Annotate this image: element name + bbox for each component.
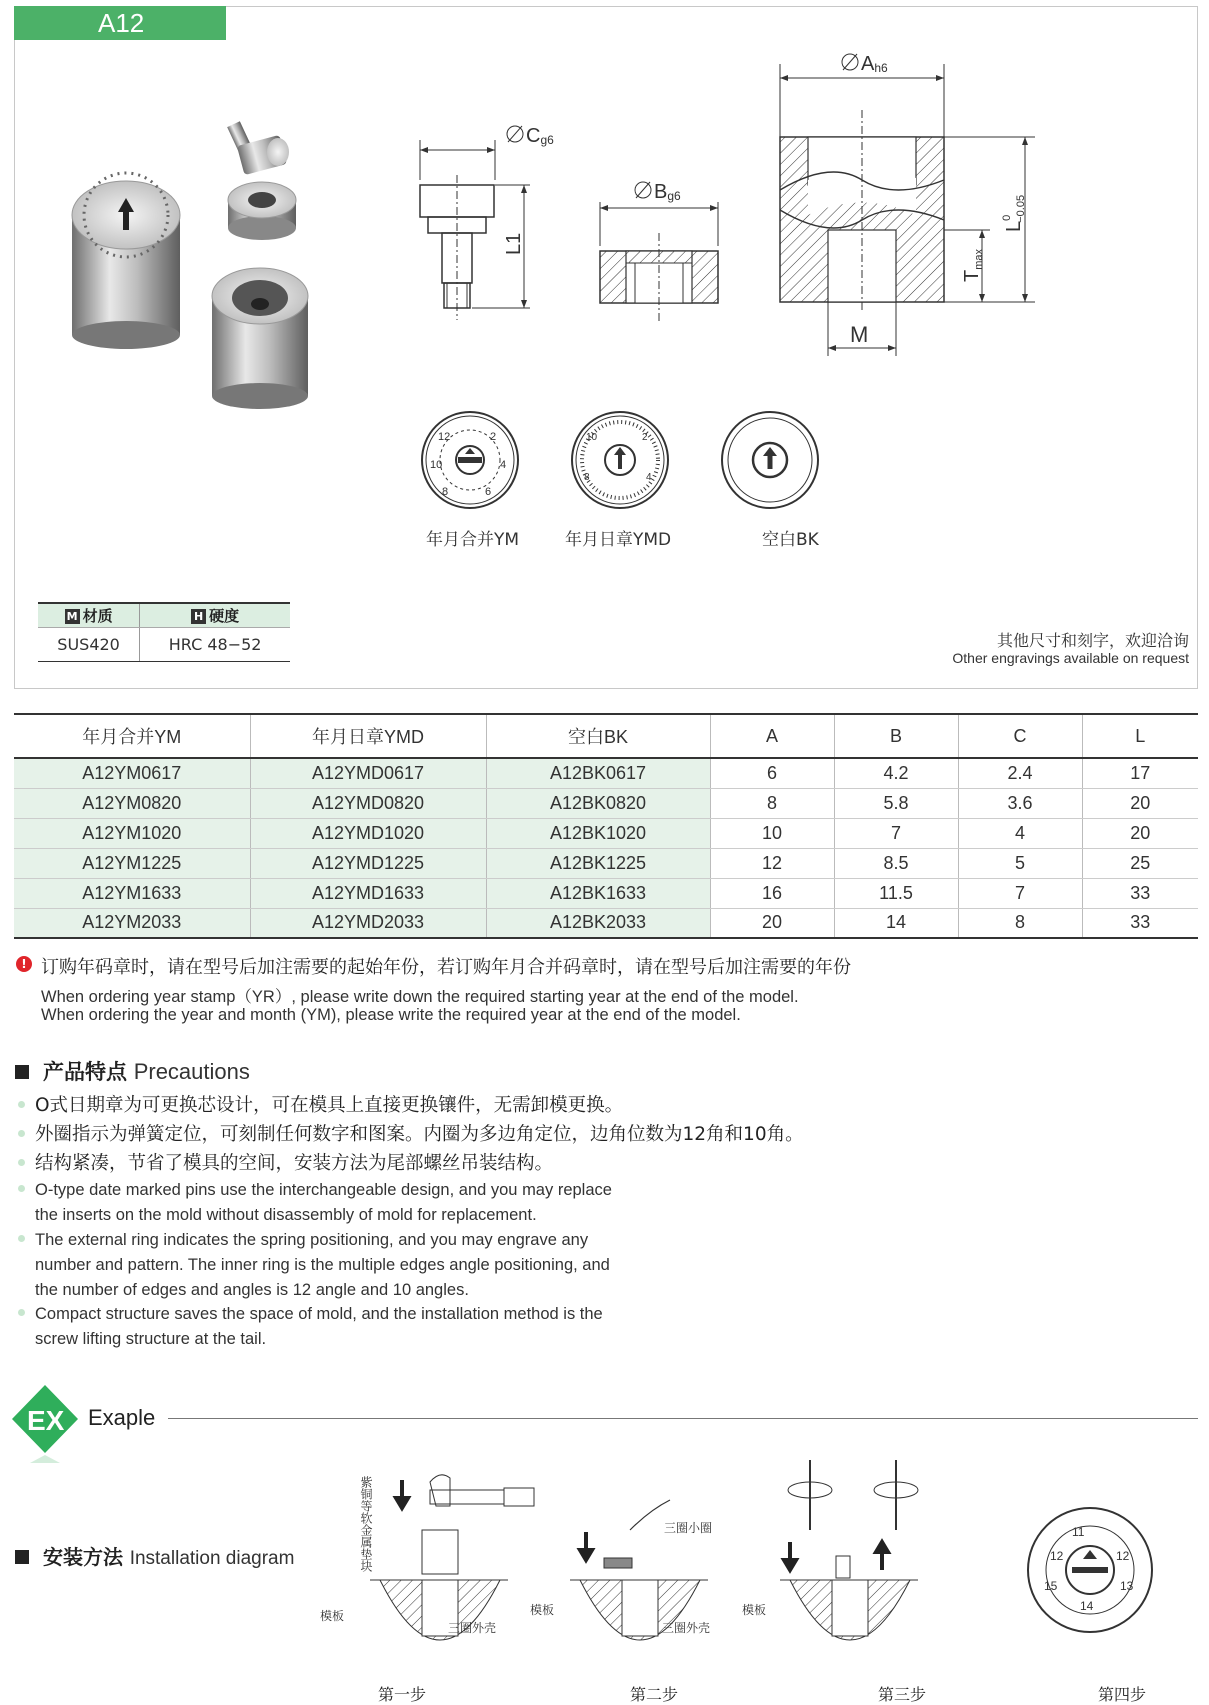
spec-cell: A12BK1020 [486, 818, 710, 848]
spec-cell: A12YM1225 [14, 848, 250, 878]
installation-title: 安装方法 Installation diagram [43, 1545, 295, 1569]
spec-cell: 8.5 [834, 848, 958, 878]
svg-text:12: 12 [438, 431, 451, 443]
spec-cell: 25 [1082, 848, 1198, 878]
step1-diagram [320, 1475, 534, 1640]
example-divider [168, 1418, 1198, 1419]
spec-cell: A12YMD2033 [250, 908, 486, 938]
svg-text:EX: EX [27, 1405, 65, 1436]
spec-cell: 5.8 [834, 788, 958, 818]
svg-text:2: 2 [490, 431, 497, 443]
dim-l1-label: L1 [503, 232, 525, 255]
stamp-ring-photo [228, 182, 296, 240]
spec-cell: A12BK0820 [486, 788, 710, 818]
warning-icon: ! [16, 956, 32, 972]
bullet-icon [18, 1159, 25, 1166]
spec-cell: 17 [1082, 758, 1198, 788]
spec-cell: 11.5 [834, 878, 958, 908]
housing-drawing [770, 50, 1090, 390]
blank-stamp-face-icon [722, 412, 818, 508]
spec-header-cell: 空白BK [486, 714, 710, 758]
step3-diagram [742, 1460, 918, 1640]
spec-header-cell: A [710, 714, 834, 758]
spec-cell: A12BK1225 [486, 848, 710, 878]
product-code-tab: A12 [14, 6, 226, 40]
spec-table [14, 713, 1198, 939]
step2-diagram [530, 1500, 712, 1640]
svg-text:模板: 模板 [320, 1609, 345, 1623]
dim-b-label: Bg6 [654, 181, 681, 203]
hardness-header: H 硬度 [140, 603, 290, 627]
order-note-en-1: When ordering year stamp（YR）, please write down the required starting year at the end of the model. [41, 988, 799, 1006]
precautions-title: 产品特点 Precautions [43, 1059, 250, 1084]
material-table [38, 602, 290, 662]
spec-cell: 2.4 [958, 758, 1082, 788]
spec-row [14, 908, 1198, 938]
example-title: Exaple [88, 1405, 156, 1430]
spec-cell: A12YMD1020 [250, 818, 486, 848]
stamp-type-ymd-label: 年月日章YMD [565, 530, 672, 550]
svg-text:模板: 模板 [742, 1603, 767, 1617]
custom-note-cn: 其他尺寸和刻字，欢迎洽询 [996, 631, 1189, 650]
spec-cell: 33 [1082, 908, 1198, 938]
stamp-type-ym-label: 年月合并YM [426, 530, 520, 550]
hardness-value: HRC 48−52 [140, 627, 290, 661]
spec-cell: 20 [710, 908, 834, 938]
ymd-stamp-face-icon [572, 412, 668, 508]
spec-cell: 6 [710, 758, 834, 788]
spec-cell: 3.6 [958, 788, 1082, 818]
spec-header-cell: C [958, 714, 1082, 758]
spec-cell: 4 [958, 818, 1082, 848]
svg-text:10: 10 [430, 459, 443, 471]
svg-text:三圈外壳: 三圈外壳 [662, 1621, 711, 1635]
order-note-en-2: When ordering the year and month (YM), please write the required year at the end of the model. [41, 1006, 741, 1024]
svg-text:三圈小圈: 三圈小圈 [664, 1521, 713, 1535]
spec-cell: 8 [710, 788, 834, 818]
spec-cell: A12YM0617 [14, 758, 250, 788]
ym-stamp-face-icon [422, 412, 518, 508]
ring-drawing [600, 178, 740, 338]
dim-m-label: M [850, 322, 869, 347]
hardness-badge-icon: H [191, 609, 206, 624]
spec-row [14, 788, 1198, 818]
spec-cell: 14 [834, 908, 958, 938]
spec-cell: 4.2 [834, 758, 958, 788]
spec-header-cell: B [834, 714, 958, 758]
material-value: SUS420 [38, 627, 140, 661]
feature-en-3: Compact structure saves the space of mold, and the installation method is the screw lifting structure at the tail. [18, 1302, 658, 1352]
material-header: M 材质 [38, 603, 140, 627]
installation-diagrams [320, 1470, 1200, 1670]
svg-text:14: 14 [1080, 1599, 1094, 1613]
stamp-type-bk-label: 空白BK [762, 530, 819, 550]
spec-header-cell: L [1082, 714, 1198, 758]
spec-cell: 16 [710, 878, 834, 908]
svg-text:13: 13 [1120, 1579, 1134, 1593]
spec-cell: A12YMD1633 [250, 878, 486, 908]
material-badge-icon: M [65, 609, 80, 624]
svg-text:4: 4 [646, 472, 652, 483]
spec-cell: A12YMD0617 [250, 758, 486, 788]
spec-header-cell: 年月日章YMD [250, 714, 486, 758]
svg-text:6: 6 [485, 486, 492, 498]
dim-a-label: Ah6 [861, 53, 888, 75]
spec-cell: A12YM1020 [14, 818, 250, 848]
bullet-icon [18, 1101, 25, 1108]
stamp-body-photo [72, 173, 180, 349]
spec-row [14, 818, 1198, 848]
spec-cell: A12BK2033 [486, 908, 710, 938]
spec-cell: A12YMD1225 [250, 848, 486, 878]
step-3-label: 第三步 [877, 1685, 926, 1704]
svg-text:三圈外壳: 三圈外壳 [448, 1621, 497, 1635]
section-marker-icon [15, 1550, 29, 1564]
spec-cell: A12YM0820 [14, 788, 250, 818]
stamp-faces [420, 410, 840, 510]
svg-text:12: 12 [1050, 1549, 1064, 1563]
spec-cell: A12YM1633 [14, 878, 250, 908]
feature-cn-3: 结构紧凑，节省了模具的空间，安装方法为尾部螺丝吊装结构。 [18, 1149, 553, 1175]
bullet-icon [18, 1235, 25, 1242]
order-note-cn: 订购年码章时，请在型号后加注需要的起始年份，若订购年月合并码章时，请在型号后加注需要的年份 [41, 957, 851, 978]
svg-text:15: 15 [1044, 1579, 1058, 1593]
spec-header-cell: 年月合并YM [14, 714, 250, 758]
step-2-label: 第二步 [629, 1685, 678, 1704]
svg-text:10: 10 [586, 432, 598, 443]
feature-cn-1: O式日期章为可更换芯设计，可在模具上直接更换镶件，无需卸模更换。 [18, 1091, 623, 1117]
bullet-icon [18, 1309, 25, 1316]
bullet-icon [18, 1185, 25, 1192]
svg-text:2: 2 [642, 432, 648, 443]
step4-stamp-face-icon [1028, 1508, 1152, 1632]
svg-text:紫铜等软金属垫块: 紫铜等软金属垫块 [359, 1476, 373, 1572]
ex-badge-icon [10, 1383, 80, 1463]
spec-row [14, 758, 1198, 788]
bullet-icon [18, 1130, 25, 1137]
feature-cn-2: 外圈指示为弹簧定位，可刻制任何数字和图案。内圈为多边角定位，边角位数为12角和10角。 [18, 1120, 804, 1146]
spec-cell: A12YM2033 [14, 908, 250, 938]
spec-cell: 33 [1082, 878, 1198, 908]
svg-text:8: 8 [584, 472, 590, 483]
spec-row [14, 848, 1198, 878]
spec-cell: 7 [834, 818, 958, 848]
custom-note-en: Other engravings available on request [952, 650, 1189, 666]
dim-t-label: $T_{max}$ [961, 249, 985, 282]
spec-cell: 8 [958, 908, 1082, 938]
stamp-housing-photo [212, 268, 308, 409]
svg-text:8: 8 [442, 486, 449, 498]
feature-en-2: The external ring indicates the spring positioning, and you may engrave any number and pattern. The inner ring is the multiple edges angle positioning, and the number of edges and angles is 12 angle and 10 angles. [18, 1228, 658, 1303]
svg-text:模板: 模板 [530, 1603, 555, 1617]
product-photos [60, 120, 350, 450]
spec-cell: 20 [1082, 788, 1198, 818]
spec-row [14, 878, 1198, 908]
spec-cell: A12YMD0820 [250, 788, 486, 818]
dim-l-label: $L^0 -0.05$ [1001, 194, 1027, 232]
spec-cell: 7 [958, 878, 1082, 908]
step-4-label: 第四步 [1097, 1685, 1146, 1704]
feature-en-1: O-type date marked pins use the interchangeable design, and you may replace the inserts on the mold without disassembly of mold for replacement. [18, 1178, 658, 1228]
stamp-pin-photo [227, 121, 289, 175]
spec-cell: 5 [958, 848, 1082, 878]
pin-drawing [400, 120, 590, 340]
section-marker-icon [15, 1065, 29, 1079]
svg-text:11: 11 [1072, 1525, 1085, 1539]
svg-text:4: 4 [500, 459, 507, 471]
spec-cell: 12 [710, 848, 834, 878]
spec-cell: A12BK1633 [486, 878, 710, 908]
spec-cell: 20 [1082, 818, 1198, 848]
spec-cell: A12BK0617 [486, 758, 710, 788]
svg-text:12: 12 [1116, 1549, 1130, 1563]
spec-cell: 10 [710, 818, 834, 848]
step-1-label: 第一步 [377, 1685, 426, 1704]
dim-c-label: Cg6 [526, 125, 554, 147]
